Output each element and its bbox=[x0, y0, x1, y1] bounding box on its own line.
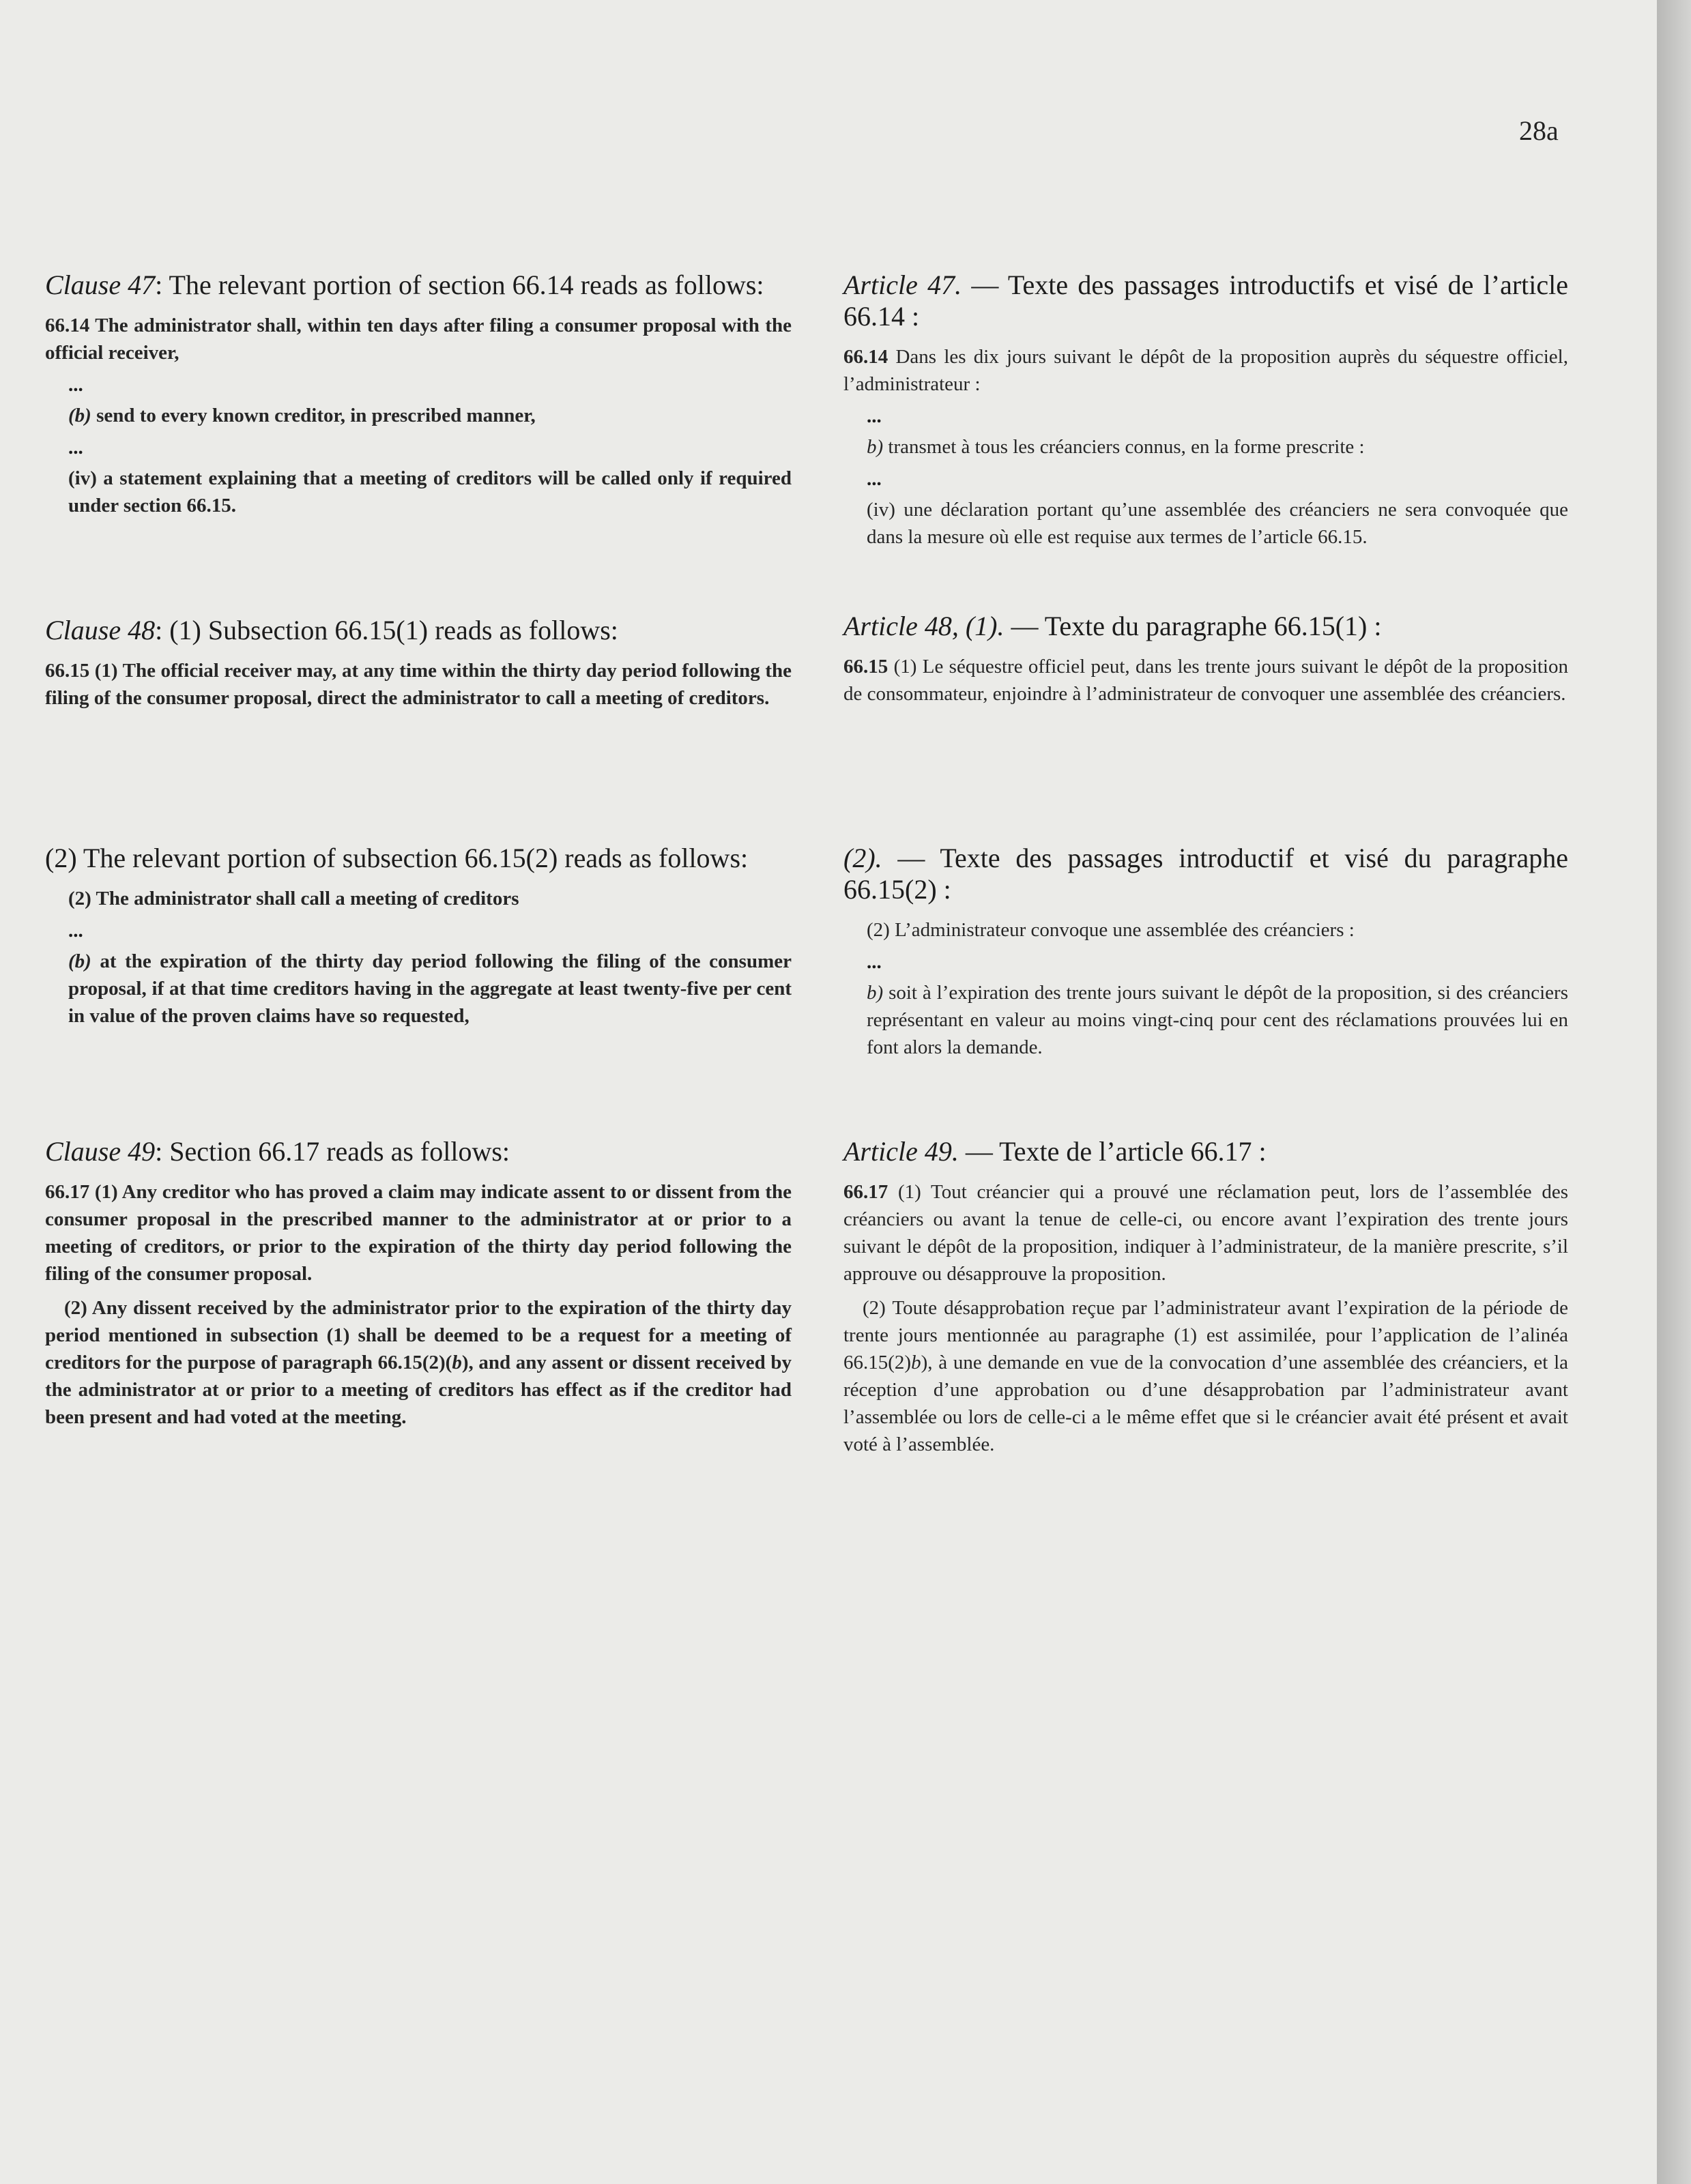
clause-48-2 bbox=[45, 843, 792, 1036]
article-49 bbox=[843, 1136, 1568, 1465]
clause-47-iv: (iv) a statement explaining that a meeting of creditors will be called only if required under section 66.15. bbox=[68, 467, 792, 516]
clause-49-p2: (2) Any dissent received by the administrator prior to the expiration of the thirty day period mentioned in subsection (1) shall be deemed to be a request for a meeting of creditors for the purpose of paragraph 66.15(2)(b), and any assent or dissent received by the administrator at or prior to a meeting of creditors has effect as if the creditor had been present and had voted at the meeting. bbox=[45, 1297, 792, 1428]
article-47 bbox=[843, 270, 1568, 557]
article-48-2-b: b) soit à l’expiration des trente jours suivant le dépôt de la proposition, si des créanciers représentant en valeur au moins vingt-cinq pour cent des réclamations prouvées lui en font alors la demande. bbox=[867, 982, 1568, 1058]
article-49-p2: (2) Toute désapprobation reçue par l’administrateur avant l’expiration de la période de trente jours mentionnée au paragraphe (1) est assimilée, pour l’application de l’alinéa 66.15(2)b), à une demande en vue de la convocation d’une assemblée des créanciers, et la réception d’une approbation ou d’une désapprobation par l’administrateur avant l’assemblée ou lors de celle-ci a le même effet que si le créancier avait été présent et avait voté à l’assemblée. bbox=[843, 1297, 1568, 1455]
page-edge bbox=[1657, 0, 1691, 2184]
ellipsis: ... bbox=[867, 405, 882, 427]
clause-47-heading: Clause 47: The relevant portion of section 66.14 reads as follows: bbox=[45, 270, 764, 300]
article-49-heading: Article 49. — Texte de l’article 66.17 : bbox=[843, 1136, 1267, 1167]
clause-48-heading: Clause 48: (1) Subsection 66.15(1) reads as follows: bbox=[45, 615, 618, 645]
ellipsis: ... bbox=[68, 920, 83, 942]
clause-49-heading: Clause 49: Section 66.17 reads as follows: bbox=[45, 1136, 510, 1167]
article-47-b: b) transmet à tous les créanciers connus, en la forme prescrite : bbox=[867, 436, 1365, 458]
clause-48-2-intro: (2) The administrator shall call a meeting of creditors bbox=[68, 888, 519, 909]
clause-48 bbox=[45, 615, 792, 718]
article-48-heading: Article 48, (1). — Texte du paragraphe 66.15(1) : bbox=[843, 611, 1382, 641]
ellipsis: ... bbox=[867, 468, 882, 490]
clause-48-2-b: (b) at the expiration of the thirty day period following the filing of the consumer proposal, if at that time creditors having in the aggregate at least twenty-five per cent in value of the proven claims have so requested, bbox=[68, 950, 792, 1027]
article-49-p1: 66.17 (1) Tout créancier qui a prouvé une réclamation peut, lors de l’assemblée des créanciers ou avant la tenue de celle-ci, ou encore avant l’expiration des trente jours suivant le dépôt de la proposition, indiquer à l’administrateur, de la manière prescrite, s’il approuve ou désapprouve la proposition. bbox=[843, 1181, 1568, 1285]
article-48-text: 66.15 (1) Le séquestre officiel peut, dans les trente jours suivant le dépôt de la proposition de consommateur, enjoindre à l’administrateur de convoquer une assemblée des créanciers. bbox=[843, 656, 1568, 705]
clause-47-intro: 66.14 The administrator shall, within ten days after filing a consumer proposal with the official receiver, bbox=[45, 315, 792, 364]
article-47-iv: (iv) une déclaration portant qu’une assemblée des créanciers ne sera convoquée que dans la mesure où elle est requise aux termes de l’article 66.15. bbox=[867, 499, 1568, 548]
clause-47 bbox=[45, 270, 792, 526]
clause-48-2-heading: (2) The relevant portion of subsection 66.15(2) reads as follows: bbox=[45, 843, 749, 873]
ellipsis: ... bbox=[867, 951, 882, 973]
clause-49-p1: 66.17 (1) Any creditor who has proved a claim may indicate assent to or dissent from the consumer proposal in the prescribed manner to the administrator at or prior to a meeting of creditors, or prior to the expiration of the thirty day period following the filing of the consumer proposal. bbox=[45, 1181, 792, 1285]
clause-48-text: 66.15 (1) The official receiver may, at any time within the thirty day period following the filing of the consumer proposal, direct the administrator to call a meeting of creditors. bbox=[45, 660, 792, 709]
page-number: 28a bbox=[1519, 115, 1559, 146]
article-48-2 bbox=[843, 843, 1568, 1068]
article-48 bbox=[843, 611, 1568, 714]
article-47-heading: Article 47. — Texte des passages introductifs et visé de l’article 66.14 : bbox=[843, 270, 1568, 332]
ellipsis: ... bbox=[68, 437, 83, 458]
clause-49 bbox=[45, 1136, 792, 1438]
article-48-2-heading: (2). — Texte des passages introductif et visé du paragraphe 66.15(2) : bbox=[843, 843, 1568, 905]
clause-47-b: (b) send to every known creditor, in prescribed manner, bbox=[68, 405, 536, 426]
ellipsis: ... bbox=[68, 374, 83, 396]
article-47-intro: 66.14 Dans les dix jours suivant le dépôt de la proposition auprès du séquestre officiel, l’administrateur : bbox=[843, 346, 1568, 395]
article-48-2-intro: (2) L’administrateur convoque une assemblée des créanciers : bbox=[867, 919, 1355, 941]
